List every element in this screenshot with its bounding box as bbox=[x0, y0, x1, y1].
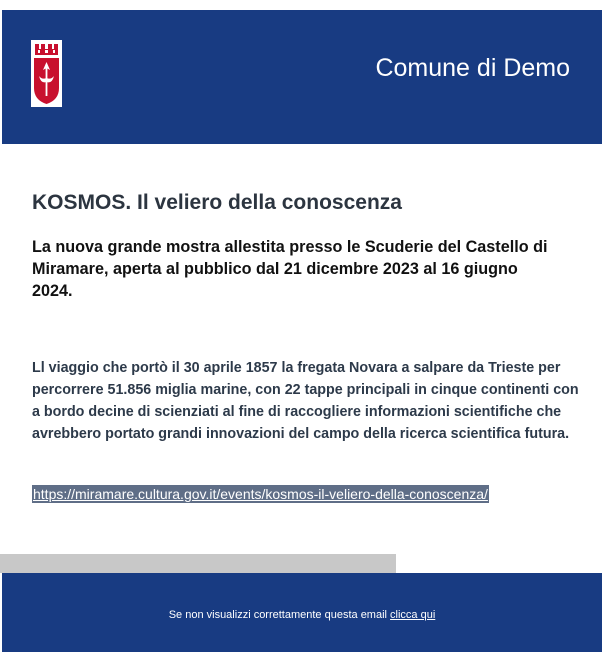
footer-view-online-link[interactable]: clicca qui bbox=[390, 609, 436, 621]
top-strip bbox=[0, 0, 602, 10]
footer-message: Se non visualizzi correttamente questa email bbox=[168, 609, 391, 621]
footer-text bbox=[2, 609, 602, 621]
horizontal-scrollbar[interactable] bbox=[0, 554, 602, 573]
city-crest-icon bbox=[31, 40, 62, 107]
email-footer bbox=[2, 573, 602, 652]
article-body: Ll viaggio che portò il 30 aprile 1857 la fregata Novara a salpare da Trieste per percorrere 51.856 miglia marine, con 22 tappe principali in cinque continenti con a bordo decine di scienziati al fine di raccogliere informazioni scientifiche che avrebbero portato grandi innovazioni del campo della ricerca scientifica futura. bbox=[32, 360, 579, 442]
article-subtitle: La nuova grande mostra allestita presso le Scuderie del Castello di Miramare, aperta al pubblico dal 21 dicembre 2023 al 16 giugno 2024. bbox=[32, 238, 548, 300]
article-title: KOSMOS. Il veliero della conoscenza bbox=[32, 191, 402, 214]
scrollbar-thumb[interactable] bbox=[0, 554, 396, 573]
email-header bbox=[2, 10, 602, 144]
event-link[interactable]: https://miramare.cultura.gov.it/events/kosmos-il-veliero-della-conoscenza/ bbox=[33, 486, 488, 502]
header-title: Comune di Demo bbox=[375, 54, 570, 82]
email-content bbox=[2, 144, 600, 554]
